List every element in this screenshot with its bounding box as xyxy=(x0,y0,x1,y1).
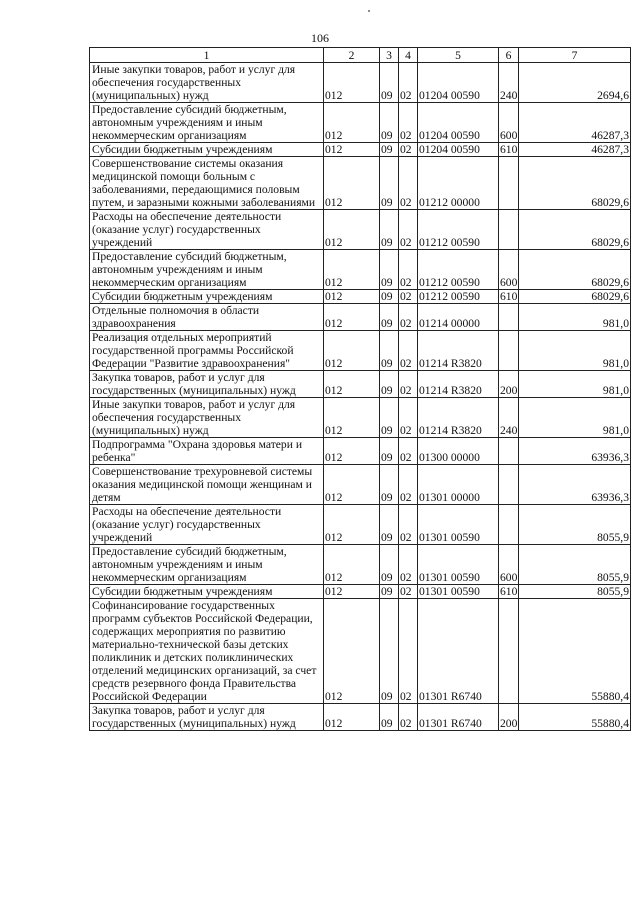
row-expense-type: 600 xyxy=(499,250,519,290)
row-description: Субсидии бюджетным учреждениям xyxy=(90,585,324,599)
row-expense-type: 240 xyxy=(499,63,519,103)
row-expense-type: 600 xyxy=(499,545,519,585)
row-subsection-code: 02 xyxy=(399,210,418,250)
row-ministry-code: 012 xyxy=(324,210,380,250)
row-description: Иные закупки товаров, работ и услуг для обеспечения государственных (муниципальных) нужд xyxy=(90,398,324,438)
row-subsection-code: 02 xyxy=(399,143,418,157)
row-section-code: 09 xyxy=(380,250,399,290)
row-amount: 8055,9 xyxy=(519,505,631,545)
row-subsection-code: 02 xyxy=(399,438,418,465)
row-description: Подпрограмма "Охрана здоровья матери и ребенка" xyxy=(90,438,324,465)
row-subsection-code: 02 xyxy=(399,704,418,731)
row-section-code: 09 xyxy=(380,398,399,438)
row-amount: 63936,3 xyxy=(519,438,631,465)
row-target-code: 01212 00590 xyxy=(418,250,499,290)
header-col-7: 7 xyxy=(519,48,631,63)
table-row xyxy=(90,599,631,704)
table-row xyxy=(90,398,631,438)
row-ministry-code: 012 xyxy=(324,704,380,731)
row-ministry-code: 012 xyxy=(324,545,380,585)
row-description: Закупка товаров, работ и услуг для государственных (муниципальных) нужд xyxy=(90,371,324,398)
row-target-code: 01204 00590 xyxy=(418,63,499,103)
header-col-3: 3 xyxy=(380,48,399,63)
row-section-code: 09 xyxy=(380,505,399,545)
row-ministry-code: 012 xyxy=(324,63,380,103)
table-row xyxy=(90,545,631,585)
budget-table xyxy=(89,47,631,731)
row-expense-type xyxy=(499,157,519,210)
row-target-code: 01300 00000 xyxy=(418,438,499,465)
row-amount: 46287,3 xyxy=(519,143,631,157)
table-row xyxy=(90,304,631,331)
table-row xyxy=(90,143,631,157)
row-description: Предоставление субсидий бюджетным, автономным учреждениям и иным некоммерческим организациям xyxy=(90,250,324,290)
row-subsection-code: 02 xyxy=(399,63,418,103)
row-description: Отдельные полномочия в области здравоохранения xyxy=(90,304,324,331)
row-subsection-code: 02 xyxy=(399,585,418,599)
row-expense-type: 240 xyxy=(499,398,519,438)
row-description: Предоставление субсидий бюджетным, автономным учреждениям и иным некоммерческим организациям xyxy=(90,545,324,585)
table-row xyxy=(90,290,631,304)
row-ministry-code: 012 xyxy=(324,599,380,704)
row-section-code: 09 xyxy=(380,465,399,505)
row-ministry-code: 012 xyxy=(324,304,380,331)
row-description: Расходы на обеспечение деятельности (оказание услуг) государственных учреждений xyxy=(90,505,324,545)
row-target-code: 01214 R3820 xyxy=(418,371,499,398)
row-expense-type: 200 xyxy=(499,371,519,398)
page-number: 106 xyxy=(311,31,329,45)
row-expense-type xyxy=(499,599,519,704)
row-section-code: 09 xyxy=(380,599,399,704)
row-amount: 8055,9 xyxy=(519,585,631,599)
row-subsection-code: 02 xyxy=(399,290,418,304)
row-subsection-code: 02 xyxy=(399,398,418,438)
row-expense-type: 610 xyxy=(500,143,518,156)
row-section-code: 09 xyxy=(380,210,399,250)
row-ministry-code: 012 xyxy=(324,465,380,505)
row-target-code: 01212 00590 xyxy=(418,290,499,304)
row-expense-type: 200 xyxy=(499,704,519,731)
row-description: Расходы на обеспечение деятельности (оказание услуг) государственных учреждений xyxy=(90,210,324,250)
row-amount: 981,0 xyxy=(519,331,631,371)
row-section-code: 09 xyxy=(380,545,399,585)
row-ministry-code: 012 xyxy=(324,398,380,438)
row-amount: 68029,6 xyxy=(519,290,631,304)
table-row xyxy=(90,250,631,290)
row-section-code: 09 xyxy=(380,585,399,599)
row-section-code: 09 xyxy=(380,143,399,157)
row-expense-type xyxy=(499,331,519,371)
row-section-code: 09 xyxy=(380,290,399,304)
row-subsection-code: 02 xyxy=(399,465,418,505)
row-expense-type: 610 xyxy=(500,290,518,303)
row-target-code: 01214 00000 xyxy=(418,304,499,331)
row-amount: 55880,4 xyxy=(519,704,631,731)
table-body xyxy=(90,63,631,731)
table-row xyxy=(90,505,631,545)
row-section-code: 09 xyxy=(380,63,399,103)
row-ministry-code: 012 xyxy=(324,371,380,398)
row-section-code: 09 xyxy=(380,704,399,731)
row-expense-type xyxy=(499,465,519,505)
row-section-code: 09 xyxy=(380,103,399,143)
row-ministry-code: 012 xyxy=(324,585,380,599)
row-target-code: 01301 00000 xyxy=(418,465,499,505)
row-description: Субсидии бюджетным учреждениям xyxy=(90,290,324,304)
row-description: Субсидии бюджетным учреждениям xyxy=(90,143,324,157)
row-amount: 55880,4 xyxy=(519,599,631,704)
row-target-code: 01204 00590 xyxy=(418,103,499,143)
table-row xyxy=(90,585,631,599)
row-amount: 63936,3 xyxy=(519,465,631,505)
row-description: Закупка товаров, работ и услуг для государственных (муниципальных) нужд xyxy=(90,704,324,731)
row-section-code: 09 xyxy=(380,371,399,398)
row-target-code: 01212 00590 xyxy=(418,210,499,250)
row-ministry-code: 012 xyxy=(324,250,380,290)
row-expense-type xyxy=(499,438,519,465)
row-target-code: 01214 R3820 xyxy=(418,398,499,438)
header-col-6: 6 xyxy=(499,48,519,63)
header-col-4: 4 xyxy=(399,48,418,63)
header-row xyxy=(90,48,631,63)
row-section-code: 09 xyxy=(380,438,399,465)
table-row xyxy=(90,465,631,505)
row-description: Предоставление субсидий бюджетным, автономным учреждениям и иным некоммерческим организациям xyxy=(90,103,324,143)
row-target-code: 01212 00000 xyxy=(418,157,499,210)
row-expense-type: 610 xyxy=(500,585,518,598)
row-amount: 8055,9 xyxy=(519,545,631,585)
row-target-code: 01301 00590 xyxy=(418,505,499,545)
row-amount: 2694,6 xyxy=(519,63,631,103)
row-amount: 68029,6 xyxy=(519,210,631,250)
row-target-code: 01301 R6740 xyxy=(418,704,499,731)
row-section-code: 09 xyxy=(380,304,399,331)
row-target-code: 01214 R3820 xyxy=(418,331,499,371)
row-description: Совершенствование трехуровневой системы оказания медицинской помощи женщинам и детям xyxy=(90,465,324,505)
row-target-code: 01301 00590 xyxy=(418,585,499,599)
row-description: Иные закупки товаров, работ и услуг для обеспечения государственных (муниципальных) нужд xyxy=(90,63,324,103)
row-subsection-code: 02 xyxy=(399,371,418,398)
row-expense-type xyxy=(499,505,519,545)
row-subsection-code: 02 xyxy=(399,304,418,331)
row-expense-type xyxy=(499,210,519,250)
scan-speck xyxy=(368,10,370,12)
table-row xyxy=(90,103,631,143)
row-ministry-code: 012 xyxy=(324,438,380,465)
table-row xyxy=(90,157,631,210)
row-section-code: 09 xyxy=(380,331,399,371)
row-amount: 46287,3 xyxy=(519,103,631,143)
row-subsection-code: 02 xyxy=(399,103,418,143)
row-subsection-code: 02 xyxy=(399,331,418,371)
header-col-2: 2 xyxy=(324,48,380,63)
row-description: Софинансирование государственных программ субъектов Российской Федерации, содержащих мероприятия по развитию материально-технической базы детских поликлиник и детских поликлинических отделений медицинских организаций, за счет средств резервного фонда Правительства Российской Федерации xyxy=(90,599,324,704)
row-description: Совершенствование системы оказания медицинской помощи больным с заболеваниями, передающимися половым путем, и заразными кожными заболеваниями xyxy=(90,157,324,210)
table-row xyxy=(90,438,631,465)
row-description: Реализация отдельных мероприятий государственной программы Российской Федерации "Развитие здравоохранения" xyxy=(90,331,324,371)
row-subsection-code: 02 xyxy=(399,545,418,585)
row-expense-type xyxy=(499,304,519,331)
table-row xyxy=(90,63,631,103)
row-subsection-code: 02 xyxy=(399,505,418,545)
row-ministry-code: 012 xyxy=(324,157,380,210)
row-amount: 981,0 xyxy=(519,371,631,398)
table-row xyxy=(90,704,631,731)
row-ministry-code: 012 xyxy=(324,331,380,371)
row-target-code: 01301 R6740 xyxy=(418,599,499,704)
row-amount: 981,0 xyxy=(519,398,631,438)
table-row xyxy=(90,371,631,398)
row-subsection-code: 02 xyxy=(399,599,418,704)
row-ministry-code: 012 xyxy=(324,143,380,157)
table-row xyxy=(90,210,631,250)
header-col-5: 5 xyxy=(418,48,499,63)
row-amount: 981,0 xyxy=(519,304,631,331)
row-amount: 68029,6 xyxy=(519,250,631,290)
row-expense-type: 600 xyxy=(499,103,519,143)
row-ministry-code: 012 xyxy=(324,290,380,304)
row-subsection-code: 02 xyxy=(399,250,418,290)
header-col-1: 1 xyxy=(90,48,324,63)
row-target-code: 01204 00590 xyxy=(418,143,499,157)
row-ministry-code: 012 xyxy=(324,103,380,143)
table-row xyxy=(90,331,631,371)
row-amount: 68029,6 xyxy=(519,157,631,210)
row-subsection-code: 02 xyxy=(399,157,418,210)
row-section-code: 09 xyxy=(380,157,399,210)
row-ministry-code: 012 xyxy=(324,505,380,545)
row-target-code: 01301 00590 xyxy=(418,545,499,585)
